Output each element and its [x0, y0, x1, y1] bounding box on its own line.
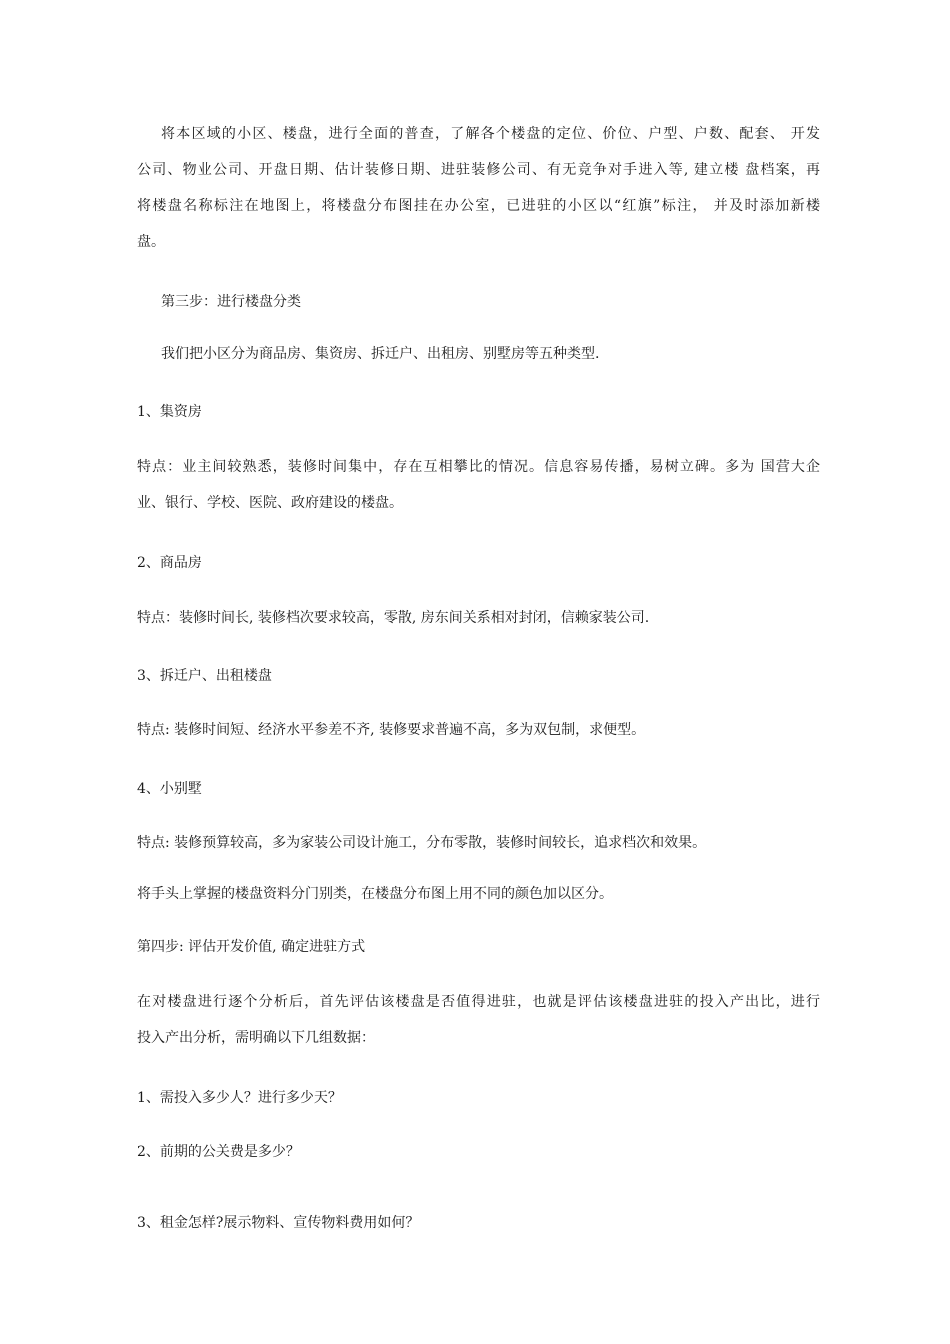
classify-note: 将手头上掌握的楼盘资料分门别类，在楼盘分布图上用不同的颜色加以区分。: [137, 886, 613, 902]
feature-line: 特点：业主间较熟悉，装修时间集中，存在互相攀比的情况。信息容易传播，易树立碑。多为 国营大企: [137, 459, 820, 475]
category-feature: [137, 460, 820, 510]
question-item: 1、需投入多少人？进行多少天？: [137, 1090, 342, 1106]
step3-intro: 我们把小区分为商品房、集资房、拆迁户、出租房、别墅房等五种类型.: [161, 346, 600, 362]
intro-paragraph: [137, 127, 820, 249]
step4-intro-line: 投入产出分析，需明确以下几组数据：: [137, 1030, 375, 1046]
step4-title: 第四步: 评估开发价值, 确定进驻方式: [137, 939, 366, 955]
step4-intro-line: 在对楼盘进行逐个分析后，首先评估该楼盘是否值得进驻，也就是评估该楼盘进驻的投入产出比，进行: [137, 994, 820, 1010]
intro-line: 将楼盘名称标注在地图上，将楼盘分布图挂在办公室，已进驻的小区以“红旗”标注， 并及时添加新楼: [137, 198, 820, 214]
question-item: 3、租金怎样?展示物料、宣传物料费用如何？: [137, 1215, 420, 1231]
category-heading: 2、商品房: [137, 555, 202, 571]
category-heading: 1、集资房: [137, 404, 202, 420]
step4-intro: [137, 995, 820, 1045]
category-feature: 特点: 装修预算较高，多为家装公司设计施工，分布零散，装修时间较长，追求档次和效果。: [137, 835, 707, 851]
category-feature: 特点：装修时间长, 装修档次要求较高，零散, 房东间关系相对封闭，信赖家装公司.: [137, 610, 650, 626]
question-item: 2、前期的公关费是多少？: [137, 1144, 300, 1160]
intro-line: 将本区域的小区、楼盘，进行全面的普查，了解各个楼盘的定位、价位、户型、户数、配套、 开发: [161, 126, 820, 142]
intro-line: 公司、物业公司、开盘日期、估计装修日期、进驻装修公司、有无竞争对手进入等, 建立楼 盘档案，再: [137, 162, 820, 178]
intro-line: 盘。: [137, 234, 165, 250]
category-feature: 特点: 装修时间短、经济水平参差不齐, 装修要求普遍不高，多为双包制，求便型。: [137, 722, 646, 738]
step3-title: 第三步：进行楼盘分类: [161, 294, 301, 310]
category-heading: 3、拆迁户、出租楼盘: [137, 668, 272, 684]
feature-line: 业、银行、学校、医院、政府建设的楼盘。: [137, 495, 403, 511]
category-heading: 4、小别墅: [137, 781, 202, 797]
